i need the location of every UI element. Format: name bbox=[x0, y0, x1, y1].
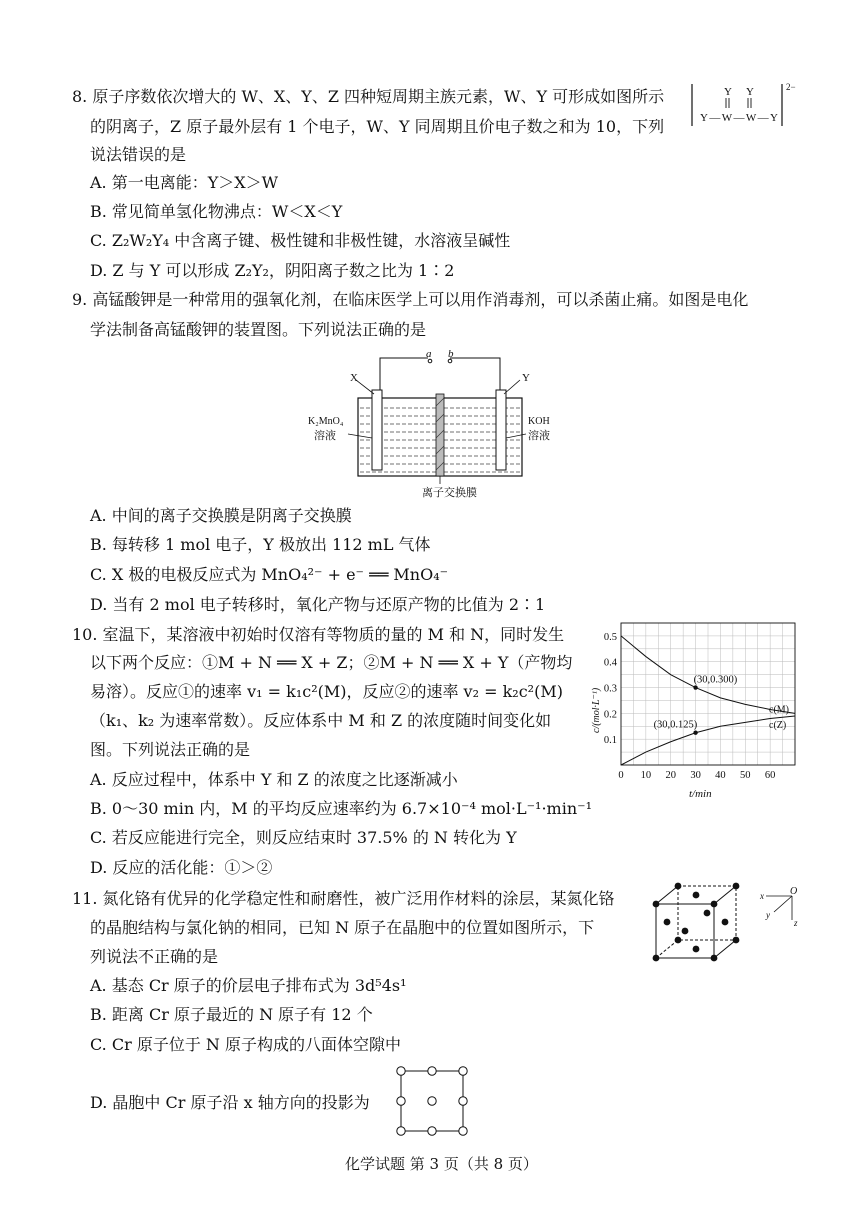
chart-x-tick-label: 50 bbox=[740, 770, 751, 781]
q9-option-a: A. 中间的离子交换膜是阴离子交换膜 bbox=[90, 506, 352, 525]
q11-axis-x: x bbox=[760, 891, 764, 901]
q10-option-a: A. 反应过程中，体系中 Y 和 Z 的浓度之比逐渐减小 bbox=[90, 770, 458, 789]
q10-option-b: B. 0～30 min 内，M 的平均反应速率约为 6.7×10⁻⁴ mol·L⁻¹·min⁻¹ bbox=[90, 799, 592, 818]
chart-x-tick-label: 30 bbox=[690, 770, 701, 781]
q11-axes-diagram bbox=[758, 884, 802, 930]
chart-y-tick-label: 0.5 bbox=[603, 631, 617, 643]
q8-chain: Y—W—W—Y bbox=[700, 112, 778, 124]
q11-option-b: B. 距离 Cr 原子最近的 N 原子有 12 个 bbox=[90, 1005, 373, 1024]
q10-option-c: C. 若反应能进行完全，则反应结束时 37.5% 的 N 转化为 Y bbox=[90, 828, 517, 847]
q11-stem-line1: 11. 氮化铬有优异的化学稳定性和耐磨性，被广泛用作材料的涂层，某氮化铬 bbox=[72, 889, 615, 908]
q8-option-a: A. 第一电离能：Y＞X＞W bbox=[90, 173, 279, 192]
q9-electrode-y-label: Y bbox=[522, 372, 530, 384]
q9-right-solution-word: 溶液 bbox=[528, 430, 550, 442]
q10-stem-line5: 图。下列说法正确的是 bbox=[90, 740, 251, 759]
chart-y-axis-label: c/(mol·L⁻¹) bbox=[591, 687, 602, 733]
q11-option-d: D. 晶胞中 Cr 原子沿 x 轴方向的投影为 bbox=[90, 1093, 370, 1112]
chart-annotation-point bbox=[693, 685, 697, 689]
chart-x-axis-label: t/min bbox=[689, 788, 712, 800]
q9-electrode-x-label: X bbox=[350, 372, 358, 384]
q8-stem-line1: 8. 原子序数依次增大的 W、X、Y、Z 四种短周期主族元素，W、Y 可形成如图所示 bbox=[72, 87, 665, 106]
q9-left-solution-name: K₂MnO₄ bbox=[308, 416, 344, 427]
chart-y-tick-label: 0.2 bbox=[603, 709, 617, 721]
chart-x-tick-label: 40 bbox=[715, 770, 726, 781]
q8-anion-structure bbox=[688, 80, 800, 132]
q9-option-b: B. 每转移 1 mol 电子，Y 极放出 112 mL 气体 bbox=[90, 535, 431, 554]
q9-terminal-a: a bbox=[426, 348, 432, 360]
chart-y-tick-label: 0.4 bbox=[603, 657, 617, 669]
chart-x-tick-label: 10 bbox=[640, 770, 652, 781]
q10-stem-line2: 以下两个反应：①M + N ══ X + Z；②M + N ══ X + Y（产物均 bbox=[90, 653, 573, 672]
q10-option-d: D. 反应的活化能：①＞② bbox=[90, 858, 273, 877]
chart-series-label: c(M) bbox=[769, 704, 789, 716]
q8-option-c: C. Z₂W₂Y₄ 中含离子键、极性键和非极性键，水溶液呈碱性 bbox=[90, 231, 511, 250]
q11-axis-z: z bbox=[794, 918, 798, 928]
q11-axis-o: O bbox=[790, 886, 798, 897]
q9-stem-line1: 9. 高锰酸钾是一种常用的强氧化剂，在临床医学上可以用作消毒剂，可以杀菌止痛。如图是电化 bbox=[72, 290, 749, 309]
chart-annotation-label: (30,0.125) bbox=[653, 719, 698, 731]
q8-option-b: B. 常见简单氢化物沸点：W＜X＜Y bbox=[90, 202, 343, 221]
q8-stem-line3: 说法错误的是 bbox=[90, 145, 187, 164]
q10-stem-line1: 10. 室温下，某溶液中初始时仅溶有等物质的量的 M 和 N，同时发生 bbox=[72, 625, 565, 644]
q9-electrolysis-cell bbox=[300, 346, 560, 502]
q11-option-a: A. 基态 Cr 原子的价层电子排布式为 3d⁵4s¹ bbox=[90, 976, 407, 995]
q8-top-atom-1: Y bbox=[724, 86, 732, 98]
q9-stem-line2: 学法制备高锰酸钾的装置图。下列说法正确的是 bbox=[90, 320, 427, 339]
q9-option-c: C. X 极的电极反应式为 MnO₄²⁻ + e⁻ ══ MnO₄⁻ bbox=[90, 565, 449, 584]
chart-series-label: c(Z) bbox=[769, 719, 787, 731]
q10-concentration-chart bbox=[585, 615, 807, 801]
q9-terminal-b: b bbox=[448, 348, 454, 360]
q8-stem-line2: 的阴离子，Z 原子最外层有 1 个电子，W、Y 同周期且价电子数之和为 10，下列 bbox=[90, 117, 665, 136]
chart-x-tick-label: 20 bbox=[665, 770, 676, 781]
q11-stem-line3: 列说法不正确的是 bbox=[90, 947, 219, 966]
chart-annotation-label: (30,0.300) bbox=[693, 674, 738, 686]
page-footer: 化学试题 第 3 页（共 8 页） bbox=[345, 1155, 538, 1173]
chart-x-tick-label: 0 bbox=[618, 770, 624, 781]
q11-unit-cell bbox=[652, 882, 744, 962]
q8-charge: 2− bbox=[786, 82, 796, 92]
q9-option-d: D. 当有 2 mol 电子转移时，氧化产物与还原产物的比值为 2∶1 bbox=[90, 595, 546, 614]
q8-option-d: D. Z 与 Y 可以形成 Z₂Y₂，阴阳离子数之比为 1∶2 bbox=[90, 261, 455, 280]
chart-y-tick-label: 0.3 bbox=[603, 683, 617, 695]
chart-y-tick-label: 0.1 bbox=[603, 735, 617, 747]
q10-stem-line4: （k₁、k₂ 为速率常数）。反应体系中 M 和 Z 的浓度随时间变化如 bbox=[90, 711, 552, 730]
q11-option-c: C. Cr 原子位于 N 原子构成的八面体空隙中 bbox=[90, 1035, 401, 1054]
q9-membrane-label: 离子交换膜 bbox=[422, 487, 477, 499]
q11-option-d-projection bbox=[393, 1064, 471, 1138]
q10-stem-line3: 易溶）。反应①的速率 v₁ = k₁c²(M)，反应②的速率 v₂ = k₂c²(M) bbox=[90, 682, 563, 701]
q9-right-solution-name: KOH bbox=[528, 416, 550, 427]
q11-stem-line2: 的晶胞结构与氯化钠的相同，已知 N 原子在晶胞中的位置如图所示，下 bbox=[90, 918, 595, 937]
chart-annotation-point bbox=[693, 731, 697, 735]
chart-x-tick-label: 60 bbox=[764, 770, 776, 781]
q11-axis-y: y bbox=[766, 910, 770, 920]
q8-top-atom-2: Y bbox=[746, 86, 754, 98]
q9-left-solution-word: 溶液 bbox=[314, 430, 336, 442]
